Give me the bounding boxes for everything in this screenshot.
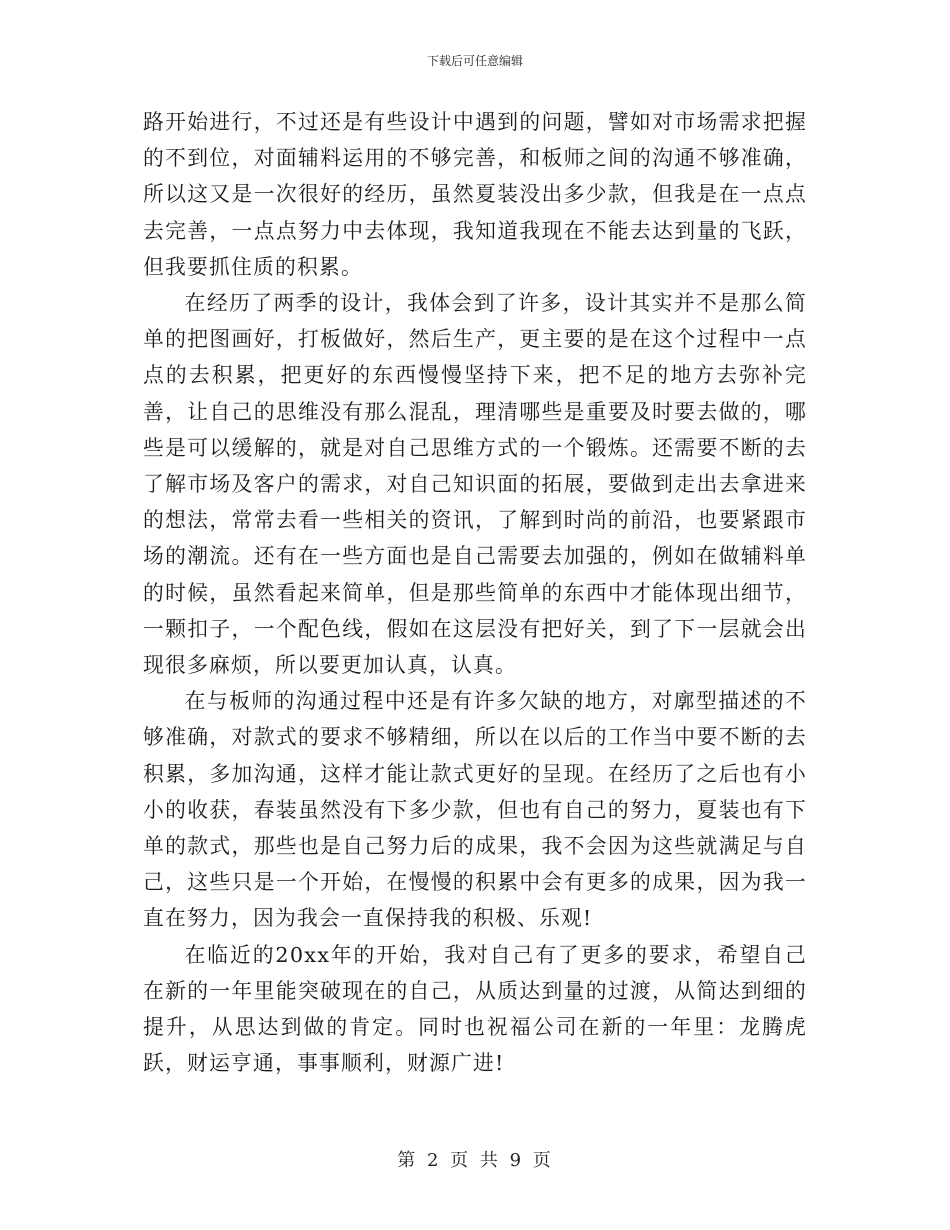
paragraph-continued: 路开始进行，不过还是有些设计中遇到的问题，譬如对市场需求把握的不到位，对面辅料运用的不够完善，和板师之间的沟通不够准确，所以这又是一次很好的经历，虽然夏装没出多少款，但我是在一点点去完善，一点点努力中去体现，我知道我现在不能去达到量的飞跃，但我要抓住质的积累。 [143,110,807,279]
footer-page-word: 页 [450,1150,471,1171]
page-footer [0,1150,950,1172]
page-header: 下载后可任意编辑 [426,54,523,68]
paragraph: 在与板师的沟通过程中还是有许多欠缺的地方，对廓型描述的不够准确，对款式的要求不够精细，所以在以后的工作当中要不断的去积累，多加沟通，这样才能让款式更好的呈现。在经历了之后也有小小的收获，春装虽然没有下多少款，但也有自己的努力，夏装也有下单的款式，那些也是自己努力后的成果，我不会因为这些就满足与自己，这些只是一个开始，在慢慢的积累中会有更多的成果，因为我一直在努力，因为我会一直保持我的积极、乐观! [143,689,807,931]
footer-suffix: 页 [532,1150,553,1171]
footer-current-page: 2 [426,1150,441,1171]
footer-total-pages: 9 [509,1150,524,1171]
footer-total-word: 共 [479,1150,500,1171]
footer-prefix: 第 [397,1150,418,1171]
document-body [143,104,807,1081]
paragraph: 在临近的20xx年的开始，我对自己有了更多的要求，希望自己在新的一年里能突破现在的自己，从质达到量的过渡，从简达到细的提升，从思达到做的肯定。同时也祝福公司在新的一年里：龙腾虎跃，财运亨通，事事顺利，财源广进! [143,942,807,1076]
paragraph: 在经历了两季的设计，我体会到了许多，设计其实并不是那么简单的把图画好，打板做好，然后生产，更主要的是在这个过程中一点点的去积累，把更好的东西慢慢坚持下来，把不足的地方去弥补完善，让自己的思维没有那么混乱，理清哪些是重要及时要去做的，哪些是可以缓解的，就是对自己思维方式的一个锻炼。还需要不断的去了解市场及客户的需求，对自己知识面的拓展，要做到走出去拿进来的想法，常常去看一些相关的资讯，了解到时尚的前沿，也要紧跟市场的潮流。还有在一些方面也是自己需要去加强的，例如在做辅料单的时候，虽然看起来简单，但是那些简单的东西中才能体现出细节，一颗扣子，一个配色线，假如在这层没有把好关，到了下一层就会出现很多麻烦，所以要更加认真，认真。 [143,291,807,678]
